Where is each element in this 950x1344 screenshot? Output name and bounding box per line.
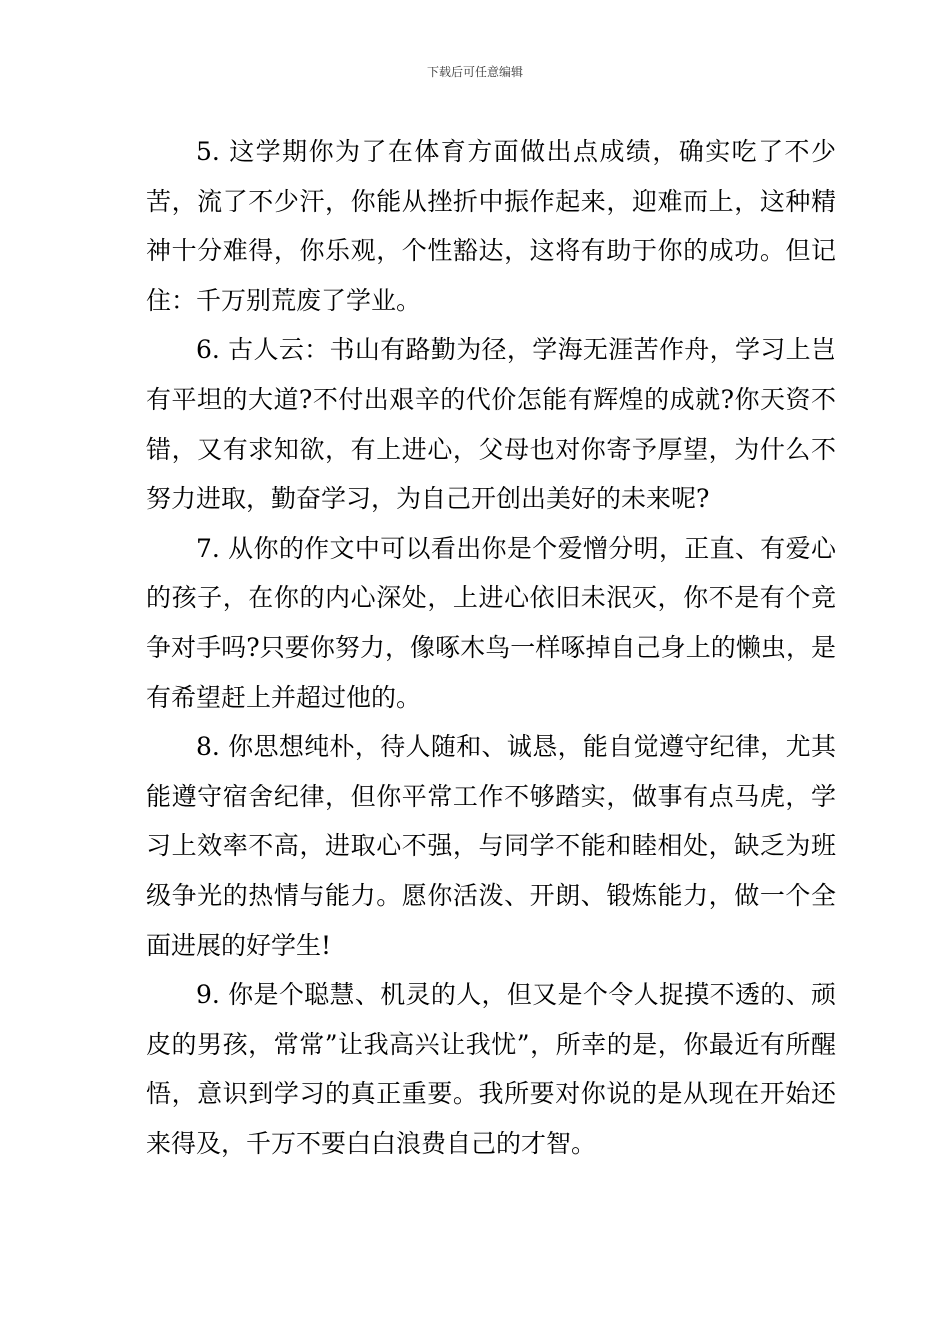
page-header: 下载后可任意编辑 bbox=[426, 65, 523, 79]
paragraph-8: 8. 你思想纯朴，待人随和、诚恳，能自觉遵守纪律，尤其能遵守宿舍纪律，但你平常工作不够踏实，做事有点马虎，学习上效率不高，进取心不强，与同学不能和睦相处，缺乏为班级争光的热情与能力。愿你活泼、开朗、锻炼能力，做一个全面进展的好学生! bbox=[146, 732, 836, 960]
paragraph-9: 9. 你是个聪慧、机灵的人，但又是个令人捉摸不透的、顽皮的男孩，常常”让我高兴让我忧”，所幸的是，你最近有所醒悟，意识到学习的真正重要。我所要对你说的是从现在开始还来得及，千万不要白白浪费自己的才智。 bbox=[146, 980, 836, 1158]
paragraph-6: 6. 古人云：书山有路勤为径，学海无涯苦作舟，学习上岂有平坦的大道?不付出艰辛的代价怎能有辉煌的成就?你天资不错，又有求知欲，有上进心，父母也对你寄予厚望，为什么不努力进取，勤奋学习，为自己开创出美好的未来呢? bbox=[146, 335, 836, 514]
document-body bbox=[146, 127, 836, 1168]
paragraph-5: 5. 这学期你为了在体育方面做出点成绩，确实吃了不少苦，流了不少汗，你能从挫折中振作起来，迎难而上，这种精神十分难得，你乐观，个性豁达，这将有助于你的成功。但记住：千万别荒废了学业。 bbox=[146, 137, 836, 315]
paragraph-7: 7. 从你的作文中可以看出你是个爱憎分明，正直、有爱心的孩子，在你的内心深处，上进心依旧未泯灭，你不是有个竞争对手吗?只要你努力，像啄木鸟一样啄掉自己身上的懒虫，是有希望赶上并超过他的。 bbox=[146, 533, 836, 712]
